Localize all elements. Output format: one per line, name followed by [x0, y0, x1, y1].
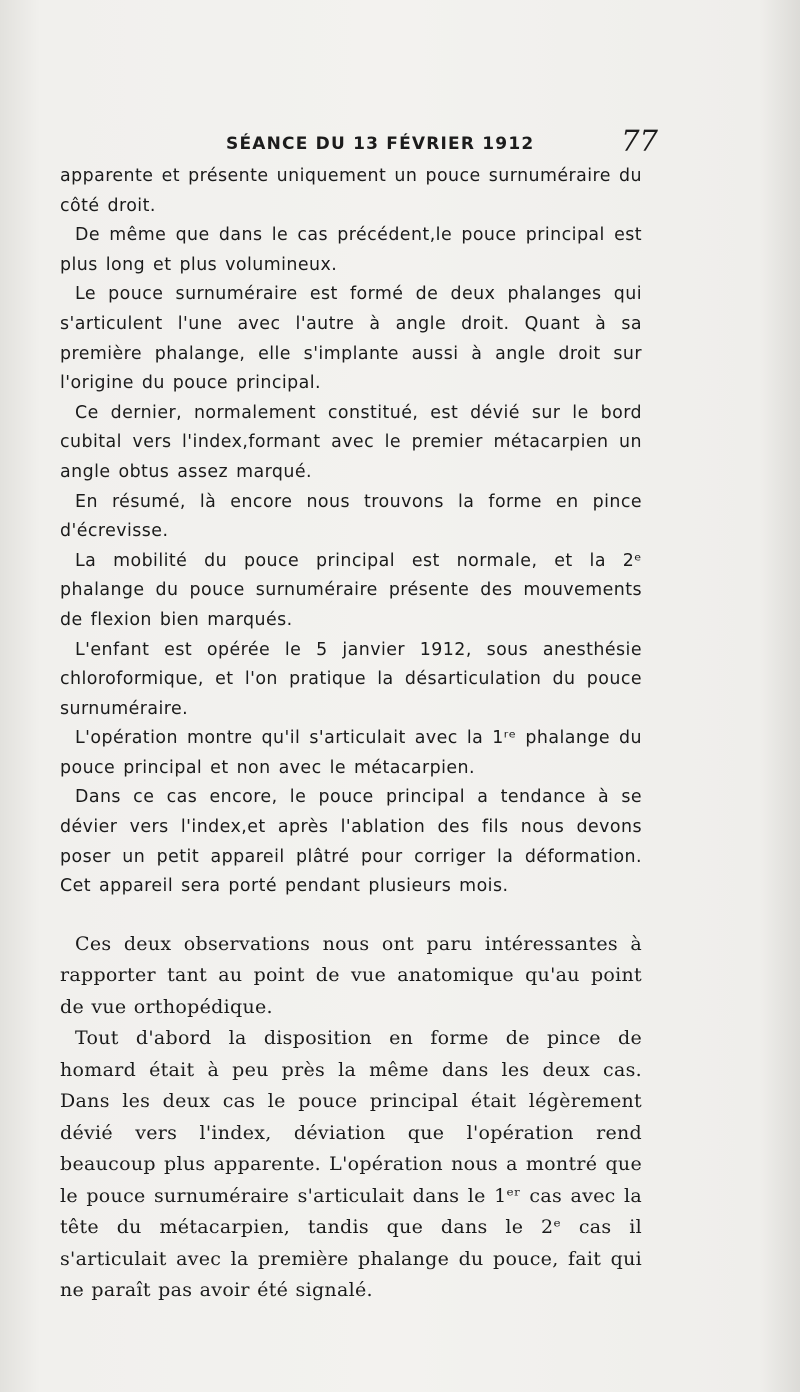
- page-number: 77: [621, 124, 658, 158]
- section-gap: [60, 902, 642, 929]
- paragraph: La mobilité du pouce principal est normale, et la 2ᵉ phalange du pouce surnuméraire présente des mouvements de flexion bien marqués.: [60, 550, 642, 630]
- conclusion-paragraph: Ces deux observations nous ont paru intéressantes à rapporter tant au point de vue anatomique qu'au point de vue orthopédique.: [60, 932, 642, 1018]
- paragraph: De même que dans le cas précédent,le pouce principal est plus long et plus volumineux.: [60, 225, 642, 275]
- running-title: SÉANCE DU 13 FÉVRIER 1912: [226, 134, 535, 154]
- paragraph: Ce dernier, normalement constitué, est dévié sur le bord cubital vers l'index,formant avec le premier métacarpien un angle obtus assez marqué.: [60, 402, 642, 482]
- paragraph: Le pouce surnuméraire est formé de deux phalanges qui s'articulent l'une avec l'autre à angle droit. Quant à sa première phalange, elle s'implante aussi à angle droit sur l'origine du pouce principal.: [60, 284, 642, 394]
- paragraph: En résumé, là encore nous trouvons la forme en pince d'écrevisse.: [60, 491, 642, 542]
- conclusion-paragraph: Tout d'abord la disposition en forme de pince de homard était à peu près la même dans les deux cas. Dans les deux cas le pouce principal était légèrement dévié vers l'index, déviation que l'opération rend beaucoup plus apparente. L'opération nous a montré que le pouce surnuméraire s'articulait dans le 1ᵉʳ cas avec la tête du métacarpien, tandis que dans le 2ᵉ cas il s'articulait avec la première phalange du pouce, fait qui ne paraît pas avoir été signalé.: [60, 1027, 642, 1302]
- page-header: [226, 124, 658, 164]
- body-text: [60, 162, 642, 1307]
- paragraph: L'opération montre qu'il s'articulait avec la 1ʳᵉ phalange du pouce principal et non avec le métacarpien.: [60, 728, 642, 778]
- paragraph: Dans ce cas encore, le pouce principal a tendance à se dévier vers l'index,et après l'ablation des fils nous devons poser un petit appareil plâtré pour corriger la déformation. Cet appareil sera porté pendant plusieurs mois.: [60, 787, 642, 897]
- paragraph: apparente et présente uniquement un pouce surnuméraire du côté droit.: [60, 166, 642, 216]
- paragraph: L'enfant est opérée le 5 janvier 1912, sous anesthésie chloroformique, et l'on pratique la désarticulation du pouce surnuméraire.: [60, 639, 642, 719]
